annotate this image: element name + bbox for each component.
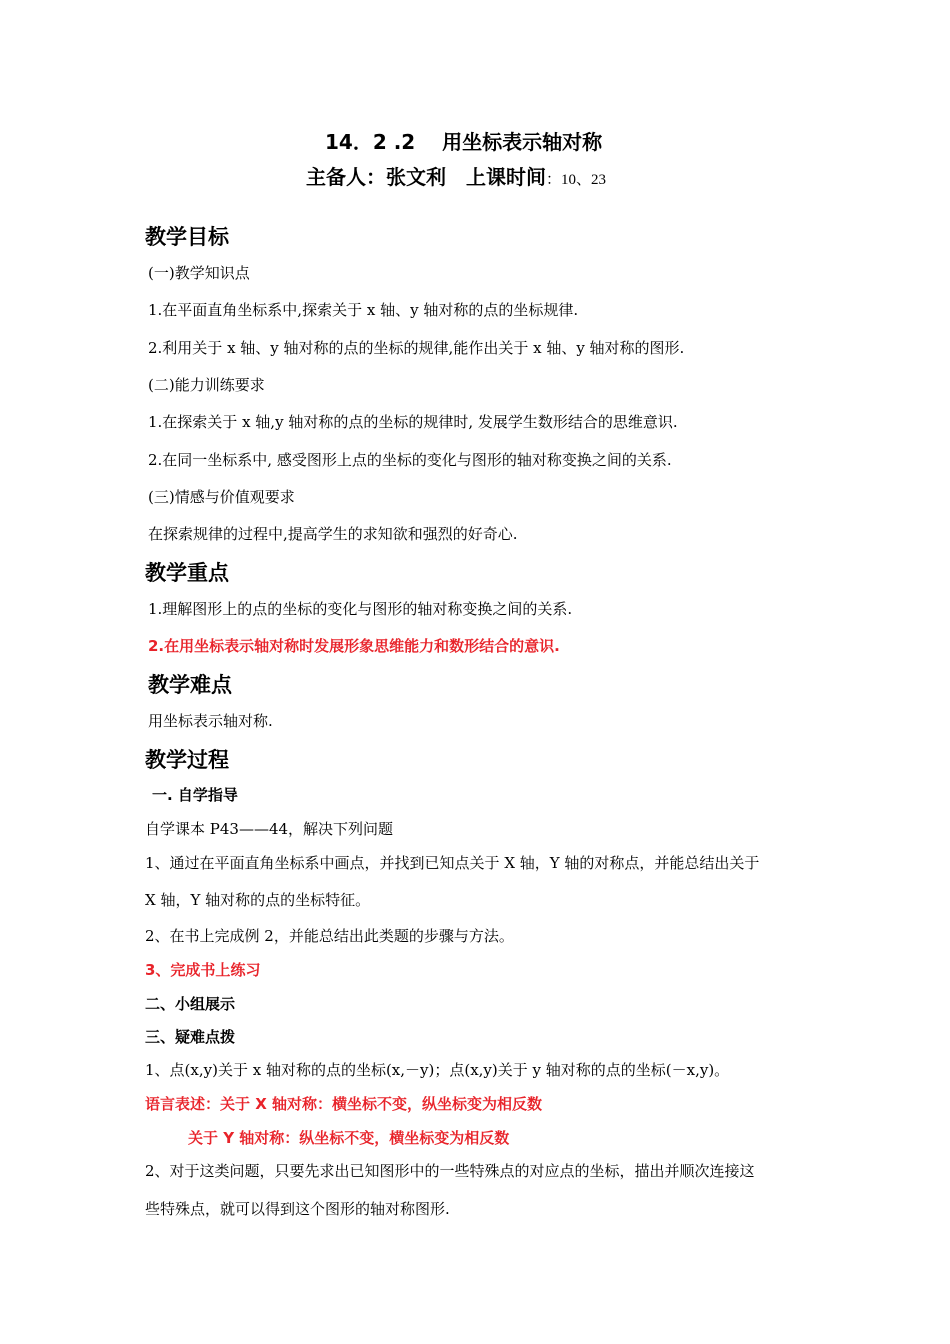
author-label: 主备人：张文利 上课时间	[306, 165, 546, 189]
process-part3-heading: 三、疑难点拨	[145, 1028, 236, 1046]
goals-sub1: (一)教学知识点	[148, 264, 250, 282]
process-part3-item2: 2、对于这类问题，只要先求出已知图形中的一些特殊点的对应点的坐标，描出并顺次连接这	[145, 1162, 755, 1180]
key-point-item: 1.理解图形上的点的坐标的变化与图形的轴对称变换之间的关系.	[148, 600, 573, 618]
section-heading-process: 教学过程	[145, 748, 229, 772]
document-title: 14．2 .2 用坐标表示轴对称	[325, 130, 603, 154]
class-time-value: ：10、23	[546, 172, 607, 188]
goals-sub1-item: 2.利用关于 x 轴、y 轴对称的点的坐标的规律,能作出关于 x 轴、y 轴对称的图形.	[148, 339, 685, 357]
goals-sub3-text: 在探索规律的过程中,提高学生的求知欲和强烈的好奇心.	[148, 525, 518, 543]
process-part1-intro: 自学课本 P43——44，解决下列问题	[145, 820, 394, 838]
goals-sub2-item: 1.在探索关于 x 轴,y 轴对称的点的坐标的规律时, 发展学生数形结合的思维意识.	[148, 413, 678, 431]
process-part2-heading: 二、小组展示	[145, 995, 236, 1013]
difficulty-text: 用坐标表示轴对称.	[148, 712, 273, 730]
process-part1-q1: 1、通过在平面直角坐标系中画点，并找到已知点关于 X 轴，Y 轴的对称点，并能总结出关于	[145, 854, 760, 872]
process-part1-q1-cont: X 轴，Y 轴对称的点的坐标特征。	[145, 891, 371, 909]
key-point-item-emphasis: 2.在用坐标表示轴对称时发展形象思维能力和数形结合的意识.	[148, 637, 560, 655]
section-heading-difficulties: 教学难点	[148, 673, 232, 697]
process-part1-q3: 3、完成书上练习	[145, 961, 261, 979]
process-part3-item1: 1、点(x,y)关于 x 轴对称的点的坐标(x,－y)；点(x,y)关于 y 轴对称的点的坐标(－x,y)。	[145, 1061, 730, 1079]
section-heading-goals: 教学目标	[145, 225, 229, 249]
goals-sub1-item: 1.在平面直角坐标系中,探索关于 x 轴、y 轴对称的点的坐标规律.	[148, 301, 579, 319]
process-part1-heading: 一. 自学指导	[152, 786, 238, 804]
goals-sub2: (二)能力训练要求	[148, 376, 265, 394]
author-line	[306, 161, 606, 190]
process-part3-item2-cont: 些特殊点，就可以得到这个图形的轴对称图形.	[145, 1200, 450, 1218]
goals-sub3: (三)情感与价值观要求	[148, 488, 295, 506]
section-heading-key-points: 教学重点	[145, 561, 229, 585]
goals-sub2-item: 2.在同一坐标系中, 感受图形上点的坐标的变化与图形的轴对称变换之间的关系.	[148, 451, 672, 469]
process-part3-lang2: 关于 Y 轴对称：纵坐标不变，横坐标变为相反数	[188, 1129, 510, 1147]
process-part3-lang1: 语言表述：关于 X 轴对称：横坐标不变，纵坐标变为相反数	[145, 1095, 543, 1113]
process-part1-q2: 2、在书上完成例 2，并能总结出此类题的步骤与方法。	[145, 927, 514, 945]
